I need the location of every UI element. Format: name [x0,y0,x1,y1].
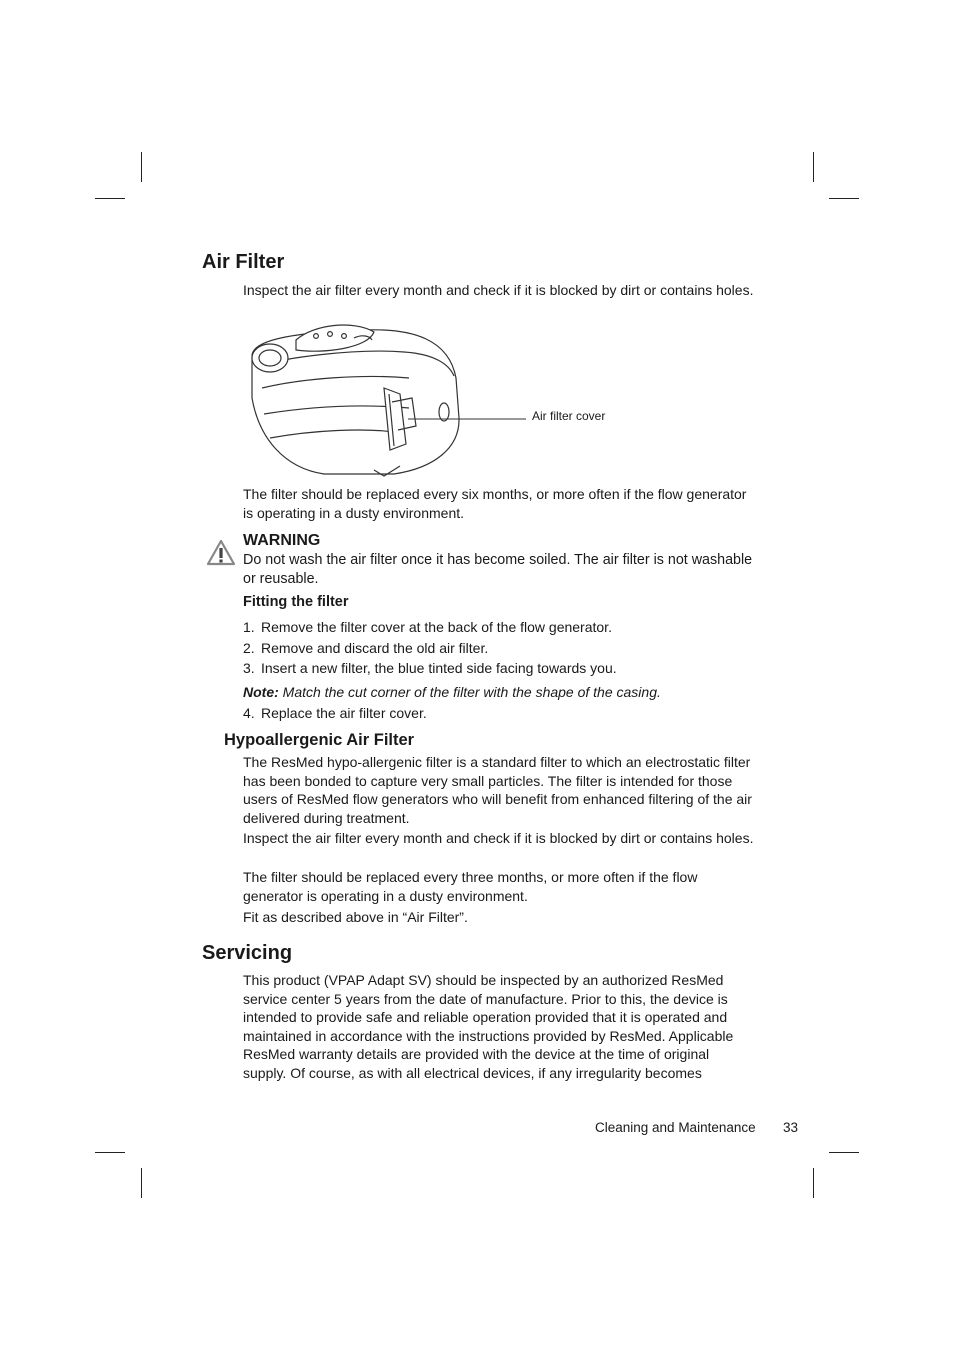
warning-icon [206,538,236,568]
footer-section: Cleaning and Maintenance [595,1120,756,1135]
warning-text: Do not wash the air filter once it has become soiled. The air filter is not washable or reusable. [243,552,753,587]
hypoallergenic-heading: Hypoallergenic Air Filter [224,731,415,749]
crop-mark [95,1152,125,1153]
hypoallergenic-paragraph: The ResMed hypo-allergenic filter is a standard filter to which an electrostatic filter has been bonded to capture very small particles. The filter is intended for those users of ResMed flow generators who will benefit from enhanced filtering of the air delivered during treatment. [243,754,752,826]
crop-mark [829,1152,859,1153]
servicing-heading: Servicing [202,942,293,964]
crop-mark [141,1168,142,1198]
hypoallergenic-paragraph: The filter should be replaced every three months, or more often if the flow generator is operating in a dusty environment. [243,869,698,904]
crop-mark [813,1168,814,1198]
air-filter-heading: Air Filter [202,251,285,273]
air-filter-replace-text: The filter should be replaced every six months, or more often if the flow generator is operating in a dusty environment. [243,486,747,521]
warning-title: WARNING [243,532,321,549]
servicing-paragraph: This product (VPAP Adapt SV) should be inspected by an authorized ResMed service center 5 years from the date of manufacture. Prior to this, the device is intended to provide safe and reliable operation provided that it is operated and maintained in accordance with the instructions provided by ResMed. Applicable ResMed warranty details are provided with the device at the time of original supply. Of course, as with all electrical devices, if any irregularity becomes [243,972,734,1081]
crop-mark [95,198,125,199]
list-item: 3. Insert a new filter, the blue tinted side facing towards you. [243,660,617,676]
fitting-heading: Fitting the filter [243,594,349,610]
air-filter-cover-label: Air filter cover [532,409,606,423]
crop-mark [141,152,142,182]
list-item: 1. Remove the filter cover at the back of the flow generator. [243,619,612,635]
crop-mark [829,198,859,199]
list-item: 4. Replace the air filter cover. [243,705,427,721]
fitting-note: Note: Match the cut corner of the filter with the shape of the casing. [243,684,661,700]
callout-line [408,417,526,421]
air-filter-intro: Inspect the air filter every month and check if it is blocked by dirt or contains holes. [243,282,754,298]
hypoallergenic-paragraph: Fit as described above in “Air Filter”. [243,909,468,925]
flow-generator-illustration [244,318,534,480]
page-number: 33 [783,1120,799,1135]
crop-mark [813,152,814,182]
hypoallergenic-paragraph: Inspect the air filter every month and check if it is blocked by dirt or contains holes. [243,830,754,846]
list-item: 2. Remove and discard the old air filter. [243,640,489,656]
